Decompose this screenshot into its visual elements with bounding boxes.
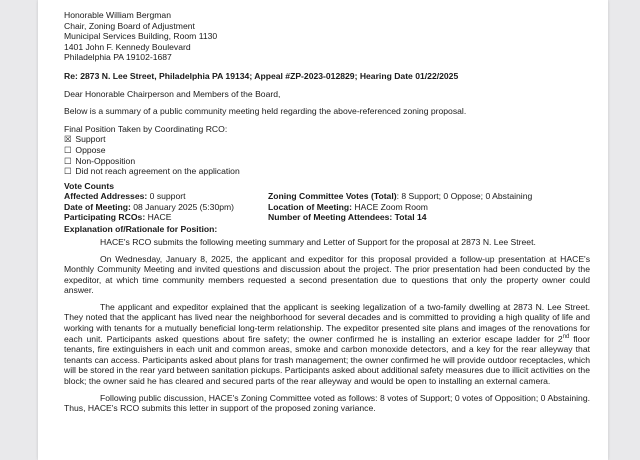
final-position-options [64,134,590,176]
address-line-3: Municipal Services Building, Room 1130 [64,31,218,42]
vote-row-3 [64,212,590,223]
option-non-opposition [64,156,590,167]
recipient-address [64,10,590,63]
paragraph-3: The applicant and expeditor explained that the applicant is seeking legalization of a two-family dwelling at 2873 N. Lee Street. They noted that the applicant has lived near the neighborhood for several decades and is committed to providing a high quality of life and working with tenants for a mutually beneficial long-term relationship. The expeditor presented site plans and images of the renovations for each unit. Participants asked questions about fire safety; the owner confirmed he is installing an exterior escape ladder for 2nd floor tenants, fire extinguishers in each unit and common areas, smoke and carbon monoxide detectors, and a key for the rear alleyway that tenants can access. Participants asked about plans for trash management; the owner confirmed he will provide outdoor receptacles, which will be stored in the rear yard between sanitation pickups. Participants asked about additional safety measures due to illicit activities on the block; the owner said he has cleared and secured parts of the rear alleyway and would be open to installing an external camera. [64,301,590,387]
option-label: Non-Opposition [75,155,136,166]
vote-counts-grid [64,191,590,222]
zoning-committee-votes: Zoning Committee Votes (Total): 8 Support; 0 Oppose; 0 Abstaining [268,191,533,202]
checkbox-checked-icon: ☒ [64,134,72,145]
meeting-attendees: Number of Meeting Attendees: Total 14 [268,212,427,223]
affected-addresses: Affected Addresses: 0 support [64,191,186,202]
checkbox-empty-icon: ☐ [64,166,72,177]
salutation: Dear Honorable Chairperson and Members of the Board, [64,88,281,99]
checkbox-empty-icon: ☐ [64,144,72,155]
participating-rcos: Participating RCOs: HACE [64,212,172,223]
superscript: nd [562,333,570,340]
vote-row-1 [64,191,590,202]
vote-counts-title: Vote Counts [64,180,114,191]
letter-content [64,10,590,414]
paragraph-4: Following public discussion, HACE's Zoning Committee voted as follows: 8 votes of Support; 0 votes of Opposition; 0 Abstaining. Thus, HACE's RCO submits this letter in support of the proposed zoning variance. [64,392,590,414]
date-of-meeting: Date of Meeting: 08 January 2025 (5:30pm) [64,201,235,212]
option-label: Oppose [75,144,106,155]
option-label: Support [75,134,106,145]
address-line-4: 1401 John F. Kennedy Boulevard [64,41,191,52]
paragraph-1: HACE's RCO submits the following meeting summary and Letter of Support for the proposal at 2873 N. Lee Street. [100,236,536,247]
explanation-title: Explanation of/Rationale for Position: [64,224,218,235]
paragraph-2: On Wednesday, January 8, 2025, the applicant and expeditor for this proposal provided a follow-up presentation at HACE's Monthly Community Meeting and invited questions and discussion about the project. The prior presentation had been conducted by the expeditor, at which time community members requested a second presentation due to questions that only the property owner could answer. [64,253,590,296]
address-line-2: Chair, Zoning Board of Adjustment [64,20,195,31]
re-line: Re: 2873 N. Lee Street, Philadelphia PA 19134; Appeal #ZP-2023-012829; Hearing Date 01/22/2025 [64,70,459,81]
address-line-5: Philadelphia PA 19102-1687 [64,52,172,63]
option-support [64,134,590,145]
letter-page [38,0,608,460]
checkbox-empty-icon: ☐ [64,155,72,166]
final-position-label: Final Position Taken by Coordinating RCO: [64,123,228,134]
summary-text: Below is a summary of a public community meeting held regarding the above-referenced zoning proposal. [64,106,467,117]
location-of-meeting: Location of Meeting: HACE Zoom Room [268,201,428,212]
option-oppose [64,145,590,156]
option-no-agreement [64,166,590,177]
vote-row-2 [64,202,590,213]
address-line-1: Honorable William Bergman [64,10,171,20]
option-label: Did not reach agreement on the application [75,166,240,177]
